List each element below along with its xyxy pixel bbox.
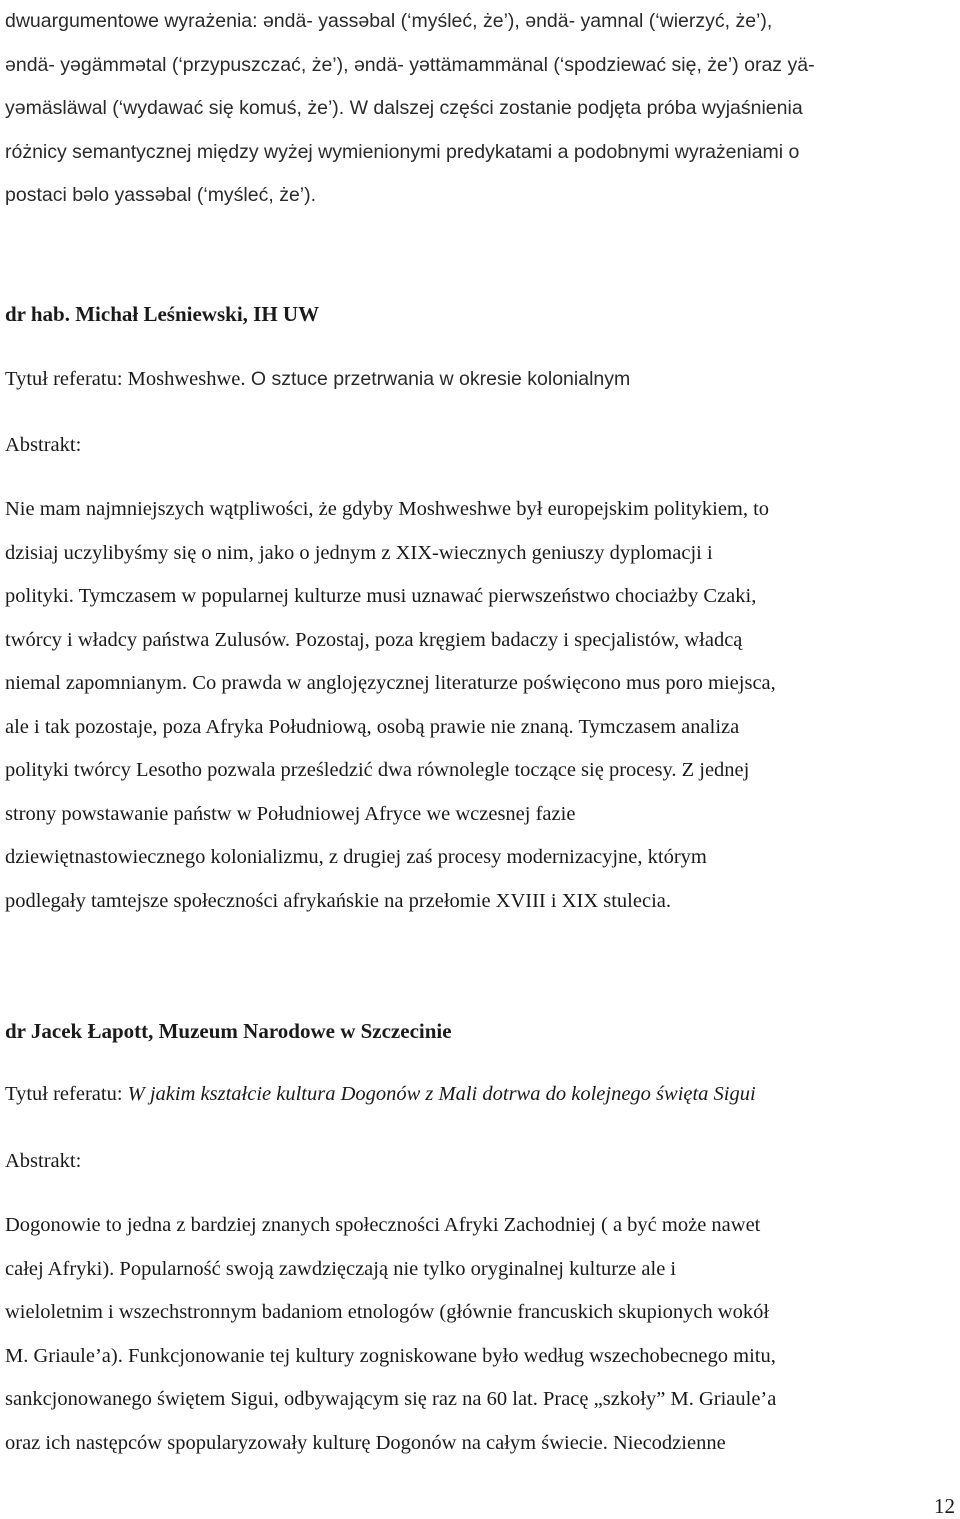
paper-title [5,1083,756,1106]
text-line: niemal zapomnianym. Co prawda w anglojęzycznej literaturze poświęcono mus poro miejsca, [5,672,776,694]
text-line: twórcy i władcy państwa Zulusów. Pozostaj, poza kręgiem badaczy i specjalistów, władcą [5,628,743,651]
intro-paragraph [5,0,957,218]
text-line: dwuargumentowe wyrażenia: əndä- yassəbal (‘myśleć, że’), əndä- yamnal (‘wierzyć, że’), [5,10,773,32]
author-heading: dr Jacek Łapott, Muzeum Narodowe w Szczecinie [5,1019,452,1043]
text-line: całej Afryki). Popularność swoją zawdzięczają nie tylko oryginalnej kulturze ale i [5,1257,677,1280]
text-line: polityki. Tymczasem w popularnej kulturze musi uznawać pierwszeństwo chociażby Czaki, [5,585,757,607]
abstract-label: Abstrakt: [5,434,82,456]
text-line: əndä- yəgämmətal (‘przypuszczać, że’), əndä- yəttämammänal (‘spodziewać się, że’) oraz yä- [5,53,815,76]
text-line: dzisiaj uczylibyśmy się o nim, jako o jednym z XIX-wiecznych geniuszy dyplomacji i [5,541,713,564]
text-line: ale i tak pozostaje, poza Afryka Południową, osobą prawie nie znaną. Tymczasem analiza [5,715,740,738]
title-text: W jakim kształcie kultura Dogonów z Mali dotrwa do kolejnego święta Sigui [127,1083,756,1105]
abstract-paragraph [5,1204,957,1465]
text-line: wieloletnim i wszechstronnym badaniom etnologów (głównie francuskich skupionych wokół [5,1301,770,1323]
abstract-paragraph [5,488,957,923]
author-heading: dr hab. Michał Leśniewski, IH UW [5,302,320,326]
text-line: podlegały tamtejsze społeczności afrykańskie na przełomie XVIII i XIX stulecia. [5,889,671,912]
page-number: 12 [934,1494,955,1518]
title-text: O sztuce przetrwania w okresie kolonialnym [245,368,631,390]
text-line: strony powstawanie państw w Południowej Afryce we wczesnej fazie [5,802,576,825]
text-line: yəmäsläwal (‘wydawać się komuś, że’). W dalszej części zostanie podjęta próba wyjaśnienia [5,97,803,119]
text-line: sankcjonowanego świętem Sigui, odbywającym się raz na 60 lat. Pracę „szkoły” M. Griaule’a [5,1388,777,1410]
abstract-label: Abstrakt: [5,1150,82,1172]
text-line: Nie mam najmniejszych wątpliwości, że gdyby Moshweshwe był europejskim politykiem, to [5,498,770,520]
text-line: polityki twórcy Lesotho pozwala prześledzić dwa równolegle toczące się procesy. Z jednej [5,759,750,781]
title-label: Tytuł referatu: [5,1083,128,1105]
title-label: Tytuł referatu: Moshweshwe. [5,368,246,390]
text-line: Dogonowie to jedna z bardziej znanych społeczności Afryki Zachodniej ( a być może nawet [5,1214,761,1236]
text-line: postaci bəlo yassəbal (‘myśleć, że’). [5,184,317,206]
text-line: dziewiętnastowiecznego kolonializmu, z drugiej zaś procesy modernizacyjne, którym [5,846,707,868]
text-line: różnicy semantycznej między wyżej wymienionymi predykatami a podobnymi wyrażeniami o [5,140,800,163]
paper-title [5,368,630,391]
text-line: oraz ich następców spopularyzowały kulturę Dogonów na całym świecie. Niecodzienne [5,1431,726,1454]
text-line: M. Griaule’a). Funkcjonowanie tej kultury zogniskowane było według wszechobecnego mitu, [5,1344,776,1367]
